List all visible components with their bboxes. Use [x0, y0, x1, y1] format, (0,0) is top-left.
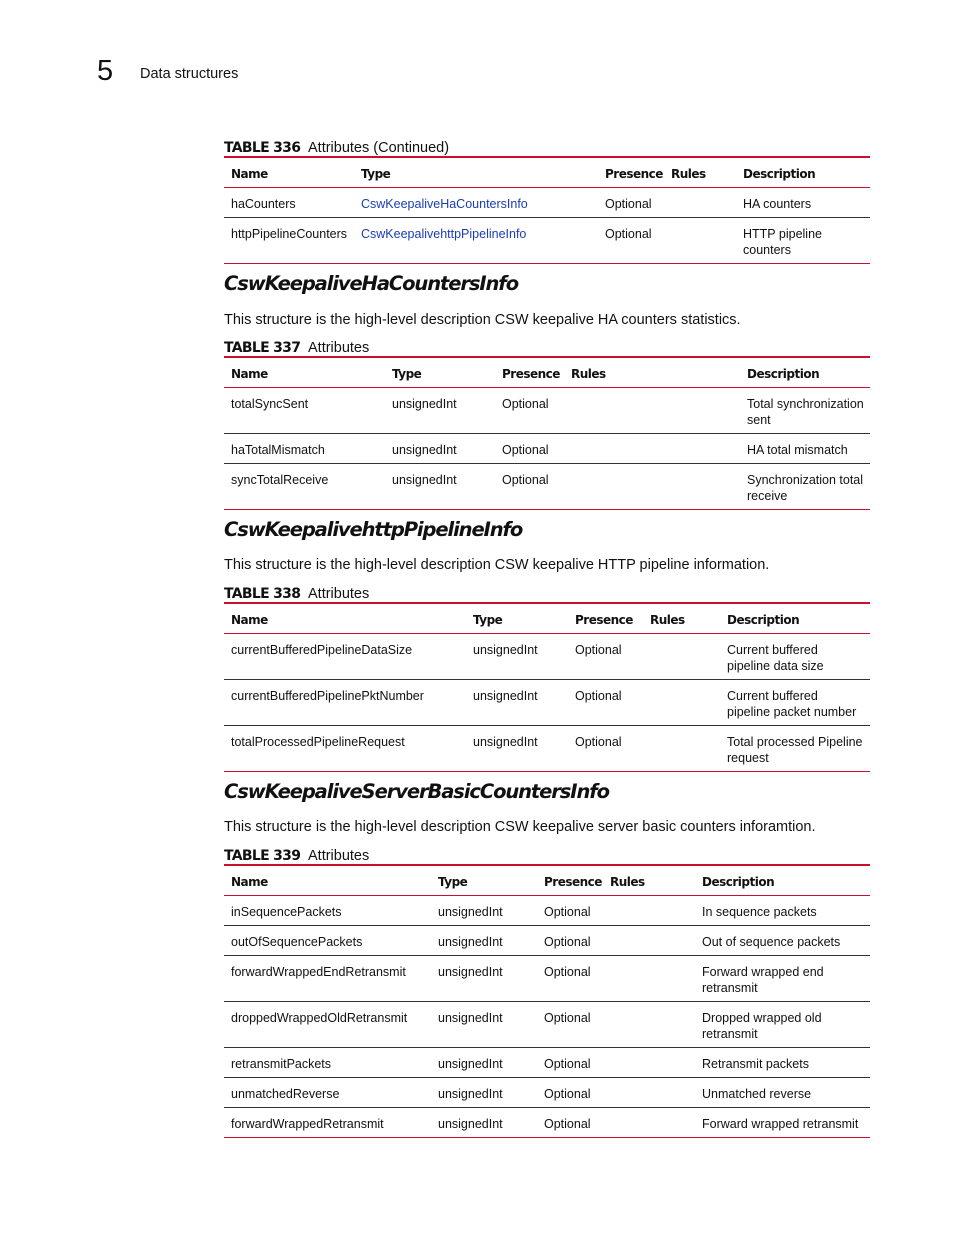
- column-header-description: Description: [702, 874, 775, 889]
- cell-description: HA total mismatch: [747, 443, 848, 457]
- table-row: [224, 726, 870, 772]
- cell-description: Current buffered pipeline data size: [727, 643, 824, 673]
- table-row: [224, 1108, 870, 1138]
- table-caption-text: Attributes: [308, 340, 370, 356]
- cell-presence: Optional: [544, 1057, 591, 1071]
- cell-presence: Optional: [544, 1117, 591, 1131]
- chapter-number: 5: [97, 55, 114, 87]
- cell-name: currentBufferedPipelinePktNumber: [231, 689, 424, 703]
- column-header-type: Type: [361, 166, 391, 181]
- cell-type: unsignedInt: [438, 965, 503, 979]
- table-label: TABLE 336: [224, 140, 301, 156]
- column-header-rules: Rules: [671, 166, 706, 181]
- cell-description: Total processed Pipeline request: [727, 735, 863, 765]
- cell-name: retransmitPackets: [231, 1057, 332, 1071]
- cell-rules: [603, 1002, 695, 1048]
- section-heading: CswKeepaliveServerBasicCountersInfo: [224, 780, 609, 803]
- column-header-presence: Presence: [502, 366, 560, 381]
- table-label: TABLE 339: [224, 848, 301, 864]
- column-header-name: Name: [231, 166, 268, 181]
- cell-type: unsignedInt: [438, 1117, 503, 1131]
- table-row: [224, 926, 870, 956]
- column-header-description: Description: [727, 612, 800, 627]
- column-header-presence: Presence: [605, 166, 663, 181]
- cell-rules: [664, 218, 736, 264]
- cell-rules: [643, 634, 720, 680]
- cell-name: totalProcessedPipelineRequest: [231, 735, 405, 749]
- table-caption-text: Attributes (Continued): [308, 140, 450, 156]
- cell-description: Unmatched reverse: [702, 1087, 812, 1101]
- cell-type: unsignedInt: [392, 397, 457, 411]
- cell-name: outOfSequencePackets: [231, 935, 363, 949]
- cell-name: inSequencePackets: [231, 905, 342, 919]
- cell-rules: [564, 388, 740, 434]
- cell-presence: Optional: [544, 965, 591, 979]
- cell-presence: Optional: [575, 643, 622, 657]
- table-label: TABLE 338: [224, 586, 301, 602]
- table-337-block: [224, 336, 870, 510]
- cell-presence: Optional: [575, 689, 622, 703]
- table-caption: [224, 136, 870, 156]
- cell-type: unsignedInt: [392, 473, 457, 487]
- cell-rules: [603, 896, 695, 926]
- cell-description: HA counters: [743, 197, 812, 211]
- column-header-type: Type: [438, 874, 468, 889]
- table-caption: [224, 844, 870, 864]
- cell-description: Dropped wrapped old retransmit: [702, 1011, 822, 1041]
- cell-presence: Optional: [605, 197, 652, 211]
- cell-presence: Optional: [544, 1087, 591, 1101]
- table-row: [224, 1048, 870, 1078]
- cell-description: HTTP pipeline counters: [743, 227, 822, 257]
- table-label: TABLE 337: [224, 340, 301, 356]
- table-336: [224, 156, 870, 264]
- cell-name: forwardWrappedEndRetransmit: [231, 965, 406, 979]
- table-caption: [224, 336, 870, 356]
- cell-description: Retransmit packets: [702, 1057, 809, 1071]
- cell-name: forwardWrappedRetransmit: [231, 1117, 384, 1131]
- table-caption: [224, 582, 870, 602]
- column-header-description: Description: [747, 366, 820, 381]
- cell-rules: [643, 726, 720, 772]
- table-row: [224, 464, 870, 510]
- cell-type: [354, 188, 598, 218]
- table-338: [224, 602, 870, 772]
- cell-presence: Optional: [502, 397, 549, 411]
- cell-name: currentBufferedPipelineDataSize: [231, 643, 413, 657]
- column-header-name: Name: [231, 874, 268, 889]
- section-description: This structure is the high-level description CSW keepalive HA counters statistics.: [224, 312, 741, 328]
- cell-rules: [564, 464, 740, 510]
- cell-presence: Optional: [544, 1011, 591, 1025]
- cell-rules: [603, 1048, 695, 1078]
- section-description: This structure is the high-level description CSW keepalive server basic counters inforamtion.: [224, 819, 816, 835]
- cell-description: Total synchronization sent: [747, 397, 864, 427]
- table-row: [224, 634, 870, 680]
- cell-type: unsignedInt: [392, 443, 457, 457]
- cell-description: Forward wrapped end retransmit: [702, 965, 824, 995]
- cell-rules: [603, 926, 695, 956]
- cell-type: unsignedInt: [438, 935, 503, 949]
- cell-description: Forward wrapped retransmit: [702, 1117, 859, 1131]
- column-header-rules: Rules: [650, 612, 685, 627]
- cell-presence: Optional: [544, 905, 591, 919]
- table-338-block: [224, 582, 870, 772]
- table-row: [224, 388, 870, 434]
- cell-type: unsignedInt: [473, 735, 538, 749]
- cell-description: Synchronization total receive: [747, 473, 864, 503]
- column-header-type: Type: [392, 366, 422, 381]
- cell-name: totalSyncSent: [231, 397, 309, 411]
- cell-name: unmatchedReverse: [231, 1087, 340, 1101]
- cell-name: droppedWrappedOldRetransmit: [231, 1011, 408, 1025]
- cell-type: unsignedInt: [473, 689, 538, 703]
- cell-description: Current buffered pipeline packet number: [727, 689, 857, 719]
- table-339: [224, 864, 870, 1138]
- table-339-block: [224, 844, 870, 1138]
- cell-presence: Optional: [544, 935, 591, 949]
- table-337: [224, 356, 870, 510]
- section-description: This structure is the high-level description CSW keepalive HTTP pipeline information.: [224, 557, 770, 573]
- cell-type: unsignedInt: [473, 643, 538, 657]
- column-header-type: Type: [473, 612, 503, 627]
- cell-name: haTotalMismatch: [231, 443, 325, 457]
- column-header-rules: Rules: [610, 874, 645, 889]
- cell-presence: Optional: [575, 735, 622, 749]
- section-heading: CswKeepaliveHaCountersInfo: [224, 272, 518, 295]
- cell-type: unsignedInt: [438, 1087, 503, 1101]
- section-heading: CswKeepalivehttpPipelineInfo: [224, 518, 523, 541]
- cell-type: unsignedInt: [438, 1057, 503, 1071]
- cell-type: [354, 218, 598, 264]
- table-row: [224, 1078, 870, 1108]
- table-row: [224, 680, 870, 726]
- table-row: [224, 218, 870, 264]
- cell-description: In sequence packets: [702, 905, 817, 919]
- column-header-name: Name: [231, 612, 268, 627]
- type-link[interactable]: CswKeepalivehttpPipelineInfo: [361, 227, 527, 241]
- column-header-name: Name: [231, 366, 268, 381]
- cell-type: unsignedInt: [438, 905, 503, 919]
- table-row: [224, 434, 870, 464]
- cell-presence: Optional: [605, 227, 652, 241]
- column-header-description: Description: [743, 166, 816, 181]
- cell-name: haCounters: [231, 197, 296, 211]
- cell-presence: Optional: [502, 473, 549, 487]
- table-row: [224, 1002, 870, 1048]
- cell-name: syncTotalReceive: [231, 473, 329, 487]
- cell-rules: [664, 188, 736, 218]
- column-header-presence: Presence: [544, 874, 602, 889]
- cell-description: Out of sequence packets: [702, 935, 841, 949]
- table-caption-text: Attributes: [308, 848, 370, 864]
- cell-presence: Optional: [502, 443, 549, 457]
- cell-rules: [603, 1108, 695, 1138]
- column-header-rules: Rules: [571, 366, 606, 381]
- cell-rules: [643, 680, 720, 726]
- table-row: [224, 896, 870, 926]
- type-link[interactable]: CswKeepaliveHaCountersInfo: [361, 197, 528, 211]
- cell-rules: [603, 1078, 695, 1108]
- column-header-presence: Presence: [575, 612, 633, 627]
- cell-name: httpPipelineCounters: [231, 227, 348, 241]
- table-row: [224, 956, 870, 1002]
- chapter-title: Data structures: [140, 66, 239, 82]
- cell-rules: [564, 434, 740, 464]
- cell-type: unsignedInt: [438, 1011, 503, 1025]
- cell-rules: [603, 956, 695, 1002]
- table-caption-text: Attributes: [308, 586, 370, 602]
- table-336-block: [224, 136, 870, 264]
- table-row: [224, 188, 870, 218]
